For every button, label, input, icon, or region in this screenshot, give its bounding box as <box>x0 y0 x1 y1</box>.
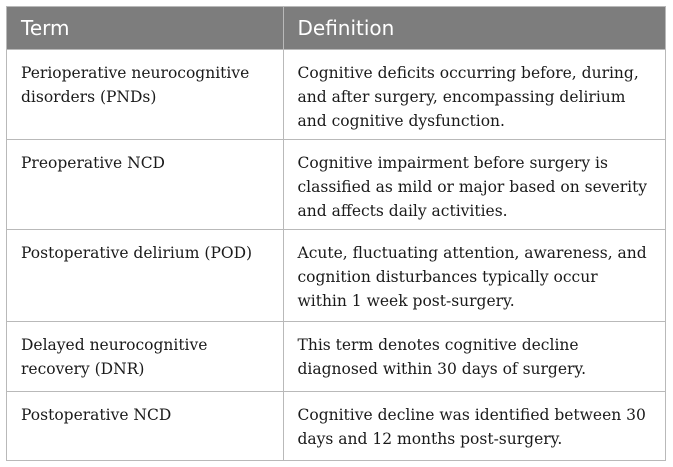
definition-cell: Cognitive deficits occurring before, during, and after surgery, encompassing delirium and cognitive dysfunction. <box>283 50 665 140</box>
table-row <box>7 321 665 391</box>
table-body <box>7 50 665 461</box>
definition-cell: Cognitive impairment before surgery is classified as mild or major based on severity and affects daily activities. <box>283 139 665 229</box>
column-header-term: Term <box>7 7 283 50</box>
term-cell: Postoperative NCD <box>7 391 283 460</box>
table-row <box>7 391 665 460</box>
definition-cell: Acute, fluctuating attention, awareness, and cognition disturbances typically occur within 1 week post-surgery. <box>283 229 665 321</box>
column-header-definition: Definition <box>283 7 665 50</box>
definition-cell: Cognitive decline was identified between 30 days and 12 months post-surgery. <box>283 391 665 460</box>
term-cell: Preoperative NCD <box>7 139 283 229</box>
table-header <box>7 7 665 50</box>
table-row <box>7 229 665 321</box>
table-row <box>7 139 665 229</box>
header-row <box>7 7 665 50</box>
terminology-table-container <box>6 6 666 461</box>
term-cell: Perioperative neurocognitive disorders (PNDs) <box>7 50 283 140</box>
term-cell: Postoperative delirium (POD) <box>7 229 283 321</box>
definition-cell: This term denotes cognitive decline diagnosed within 30 days of surgery. <box>283 321 665 391</box>
term-cell: Delayed neurocognitive recovery (DNR) <box>7 321 283 391</box>
table-row <box>7 50 665 140</box>
terminology-table <box>7 7 665 460</box>
